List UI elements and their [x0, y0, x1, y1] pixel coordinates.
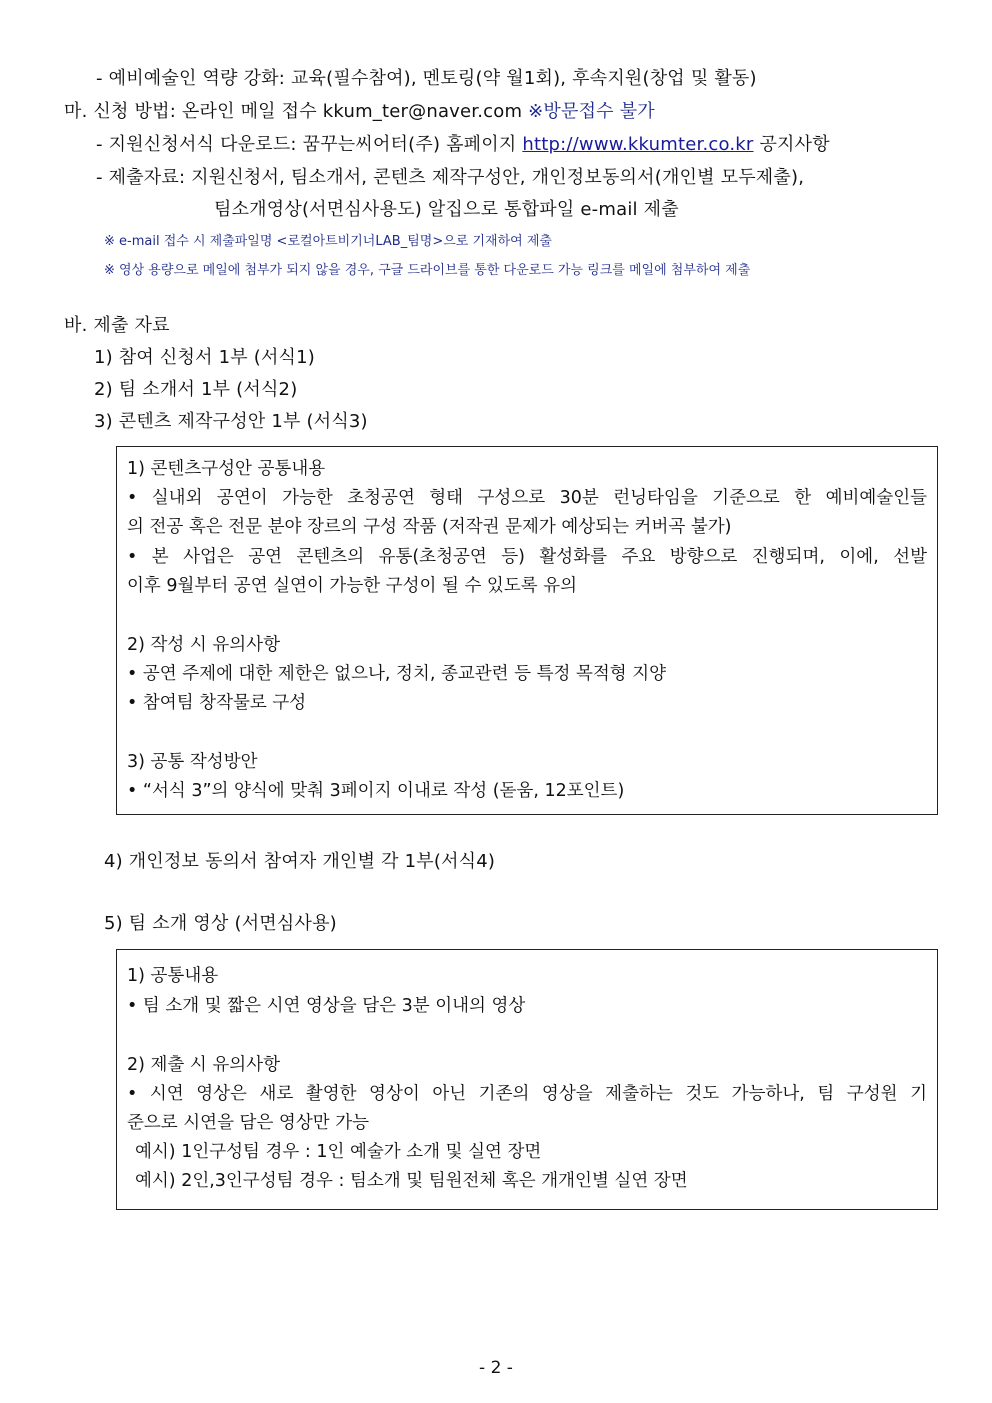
box2-example-1: 예시) 1인구성팀 경우 : 1인 예술가 소개 및 실연 장면	[135, 1142, 542, 1162]
homepage-link[interactable]: http://www.kkumter.co.kr	[522, 134, 754, 155]
submit-item-5: 5) 팀 소개 영상 (서면심사용)	[104, 913, 337, 934]
page-number: - 2 -	[479, 1358, 513, 1378]
box1-heading-3: 3) 공통 작성방안	[127, 752, 258, 772]
download-suffix: 공지사항	[759, 134, 830, 155]
submit-line-1: - 제출자료: 지원신청서, 팀소개서, 콘텐츠 제작구성안, 개인정보동의서(개인별 모두제출),	[96, 167, 805, 188]
box1-bullet-1-line-2: 의 전공 혹은 전문 분야 장르의 구성 작품 (저작권 문제가 예상되는 커버곡 불가)	[127, 517, 732, 537]
visit-not-allowed-note: ※방문접수 불가	[528, 101, 655, 122]
download-line	[96, 133, 830, 157]
box1-bullet-5: • “서식 3”의 양식에 맞춰 3페이지 이내로 작성 (돋움, 12포인트)	[127, 781, 625, 801]
box1-bullet-4: • 참여팀 창작물로 구성	[127, 693, 307, 713]
box1-heading-1: 1) 콘텐츠구성안 공통내용	[127, 459, 326, 479]
note-filename: ※ e-mail 접수 시 제출파일명 <로컬아트비기너LAB_팀명>으로 기재하여 제출	[104, 234, 552, 249]
box1-bullet-1-line-1: • 실내외 공연이 가능한 초청공연 형태 구성으로 30분 런닝타임을 기준으로 한 예비예술인들	[127, 488, 927, 508]
box2-bullet-1: • 팀 소개 및 짧은 시연 영상을 담은 3분 이내의 영상	[127, 996, 526, 1016]
box2-bullet-2-line-2: 준으로 시연을 담은 영상만 가능	[127, 1113, 370, 1133]
content-plan-box	[116, 446, 938, 815]
intro-line: - 예비예술인 역량 강화: 교육(필수참여), 멘토링(약 월1회), 후속지원(창업 및 활동)	[96, 68, 757, 89]
note-google-drive: ※ 영상 용량으로 메일에 첨부가 되지 않을 경우, 구글 드라이브를 통한 다운로드 가능 링크를 메일에 첨부하여 제출	[104, 263, 751, 278]
submit-line-2: 팀소개영상(서면심사용도) 알집으로 통합파일 e-mail 제출	[214, 199, 679, 220]
team-video-box	[116, 949, 938, 1210]
box2-heading-2: 2) 제출 시 유의사항	[127, 1055, 280, 1075]
box1-bullet-2-line-1: • 본 사업은 공연 콘텐츠의 유통(초청공연 등) 활성화를 주요 방향으로 진행되며, 이에, 선발	[127, 547, 927, 567]
section-ba-title: 바. 제출 자료	[64, 315, 170, 336]
submit-item-1: 1) 참여 신청서 1부 (서식1)	[94, 347, 316, 368]
submit-item-4: 4) 개인정보 동의서 참여자 개인별 각 1부(서식4)	[104, 851, 496, 872]
box1-bullet-3: • 공연 주제에 대한 제한은 없으나, 정치, 종교관련 등 특정 목적형 지양	[127, 664, 667, 684]
download-label: - 지원신청서식 다운로드: 꿈꾸는씨어터(주) 홈페이지	[96, 134, 517, 155]
section-ma-title	[64, 100, 655, 124]
box2-heading-1: 1) 공통내용	[127, 966, 219, 986]
box1-bullet-2-line-2: 이후 9월부터 공연 실연이 가능한 구성이 될 수 있도록 유의	[127, 576, 578, 596]
submit-item-2: 2) 팀 소개서 1부 (서식2)	[94, 379, 298, 400]
box2-bullet-2-line-1: • 시연 영상은 새로 촬영한 영상이 아닌 기존의 영상을 제출하는 것도 가능하나, 팀 구성원 기	[127, 1084, 927, 1104]
box2-example-2: 예시) 2인,3인구성팀 경우 : 팀소개 및 팀원전체 혹은 개개인별 실연 장면	[135, 1171, 688, 1191]
submit-item-3: 3) 콘텐츠 제작구성안 1부 (서식3)	[94, 411, 368, 432]
box1-heading-2: 2) 작성 시 유의사항	[127, 635, 280, 655]
section-ma-title-text: 마. 신청 방법: 온라인 메일 접수 kkum_ter@naver.com	[64, 101, 523, 122]
